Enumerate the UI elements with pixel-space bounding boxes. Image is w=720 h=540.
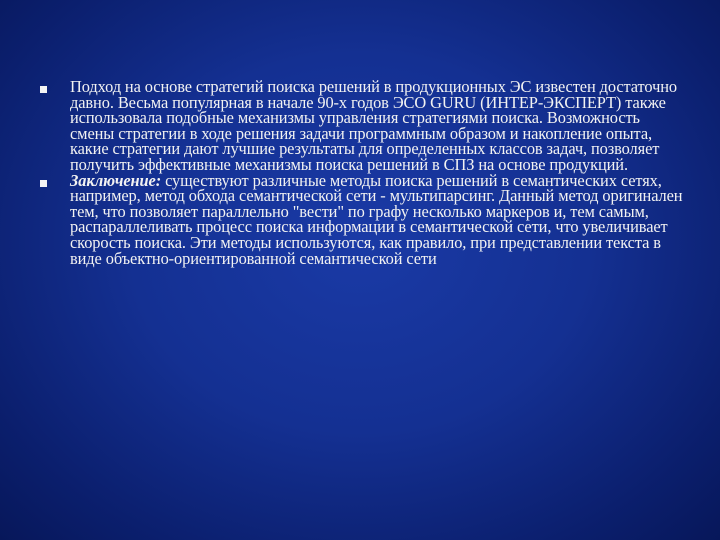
bullet-body: Подход на основе стратегий поиска решений в продукционных ЭС известен достаточно давно. Весьма популярная в начале 90-х годов ЭСО GURU (ИНТЕР-ЭКСПЕРТ) также использовала подобные механизмы управления стратегиями поиска. Возможность смены стратегии в ходе решения задачи программным образом и накопление опыта, какие стратегии дают лучшие результаты для определенных классов задач, позволяет получить эффективные механизмы поиска решений в СПЗ на основе продукций.	[70, 77, 677, 174]
square-bullet-icon	[40, 86, 47, 93]
bullet-list	[38, 79, 688, 266]
bullet-text	[70, 170, 688, 268]
bullet-text	[70, 79, 688, 173]
bullet-body: существуют различные методы поиска решений в семантических сетях, например, метод обхода семантической сети - мультипарсинг. Данный метод оригинален тем, что позволяет параллельно "вести" по графу несколько маркеров и, тем самым, распараллеливать процесс поиска информации в семантической сети, что увеличивает скорость поиска. Эти методы используются, как правило, при представлении текста в виде объектно-ориентированной семантической сети	[70, 170, 683, 268]
conclusion-label: Заключение:	[70, 170, 162, 190]
square-bullet-icon	[40, 180, 47, 187]
bullet-item-2	[38, 170, 688, 268]
bullet-item-1	[38, 79, 688, 173]
